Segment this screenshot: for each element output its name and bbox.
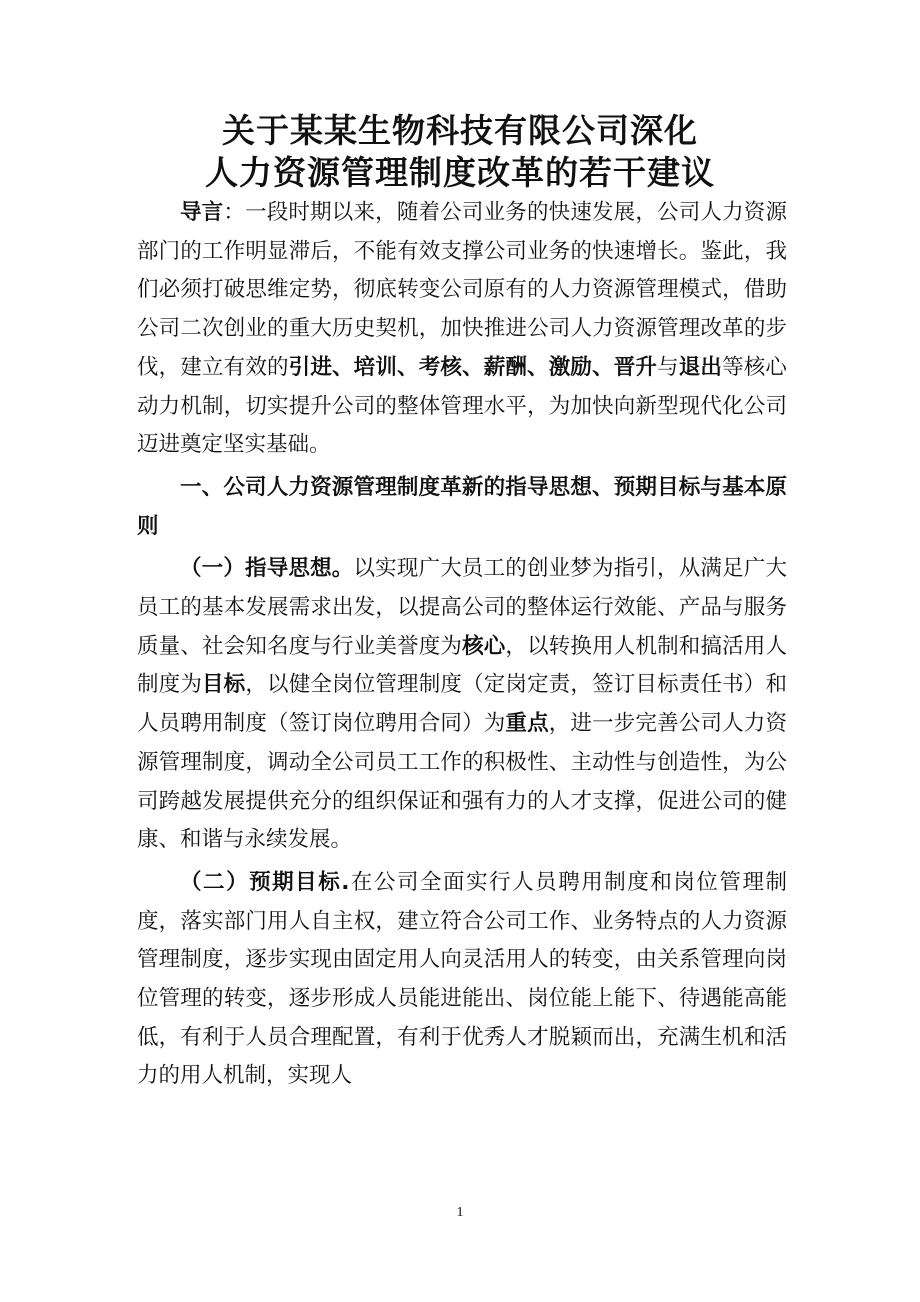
keyword-focus: 重点 [505, 711, 549, 737]
intro-text: 一段时期以来，随着公司业务的快速发展，公司人力资源部门的工作明显滞后，不能有效支撑公司业务的快速增长。鉴此，我们必须打破思维定势，彻底转变公司原有的人力资源管理模式，借助公司二次创业的重大历史契机，加快推进公司人力资源管理改革的步伐，建立有效的 [137, 200, 787, 380]
keyword-promotion: 晋升 [613, 354, 658, 380]
intro-paragraph [137, 194, 787, 465]
subsection-2-paragraph [137, 864, 787, 1096]
keyword-separator: 、 [592, 354, 614, 380]
intro-label: 导言 [180, 200, 224, 225]
page-number: 1 [456, 1205, 464, 1220]
document-body [137, 194, 787, 1096]
keyword-separator: 、 [462, 354, 484, 380]
subsection-1-text: 以实现广大员工的创业梦为指引，从满足广大员工的基本发展需求出发，以提高公司的整体运行效能、产品与服务质量、社会知名度与行业美誉度为 [137, 556, 787, 659]
keyword-separator: 、 [527, 354, 549, 380]
subsection-1-heading: （一）指导思想。 [180, 556, 354, 582]
keyword-training: 培训 [353, 354, 398, 380]
keyword-core: 核心 [462, 633, 506, 659]
keyword-salary: 薪酬 [483, 354, 528, 380]
intro-text-end: 等核心动力机制，切实提升公司的整体管理水平，为加快向新型现代化公司迈进奠定坚实基础。 [137, 354, 787, 458]
subsection-2-heading: （二）预期目标. [180, 869, 350, 895]
intro-conjunction: 与 [657, 354, 679, 380]
keyword-assessment: 考核 [418, 354, 463, 380]
intro-colon: ： [223, 200, 246, 225]
document-title-line-2: 人力资源管理制度改革的若干建议 [205, 153, 715, 192]
section-1-heading: 一、公司人力资源管理制度革新的指导思想、预期目标与基本原则 [137, 474, 787, 539]
subsection-1-text: ，进一步完善公司人力资源管理制度，调动全公司员工工作的积极性、主动性与创造性，为公司跨越发展提供充分的组织保证和强有力的人才支撑，促进公司的健康、和谐与永续发展。 [137, 711, 787, 853]
subsection-1-text: ，以健全岗位管理制度（定岗定责，签订目标责任书）和人员聘用制度（签订岗位聘用合同）为 [137, 672, 787, 737]
keyword-introduction: 引进 [288, 354, 332, 380]
keyword-separator: 、 [397, 354, 419, 380]
document-title-line-1: 关于某某生物科技有限公司深化 [222, 111, 698, 150]
subsection-2-text: 在公司全面实行人员聘用制度和岗位管理制度，落实部门用人自主权，建立符合公司工作、业务特点的人力资源管理制度，逐步实现由固定用人向灵活用人的转变，由关系管理向岗位管理的转变，逐步形成人员能进能出、岗位能上能下、待遇能高能低，有利于人员合理配置，有利于优秀人才脱颖而出，充满生机和活力的用人机制，实现人 [137, 869, 787, 1089]
subsection-1-paragraph [137, 550, 787, 860]
subsection-1-text: ，以转换用人机制和搞活用人制度为 [137, 633, 787, 698]
keyword-separator: 、 [332, 354, 354, 380]
keyword-goal: 目标 [202, 672, 246, 698]
keyword-exit: 退出 [678, 354, 723, 380]
keyword-incentive: 激励 [548, 354, 593, 380]
